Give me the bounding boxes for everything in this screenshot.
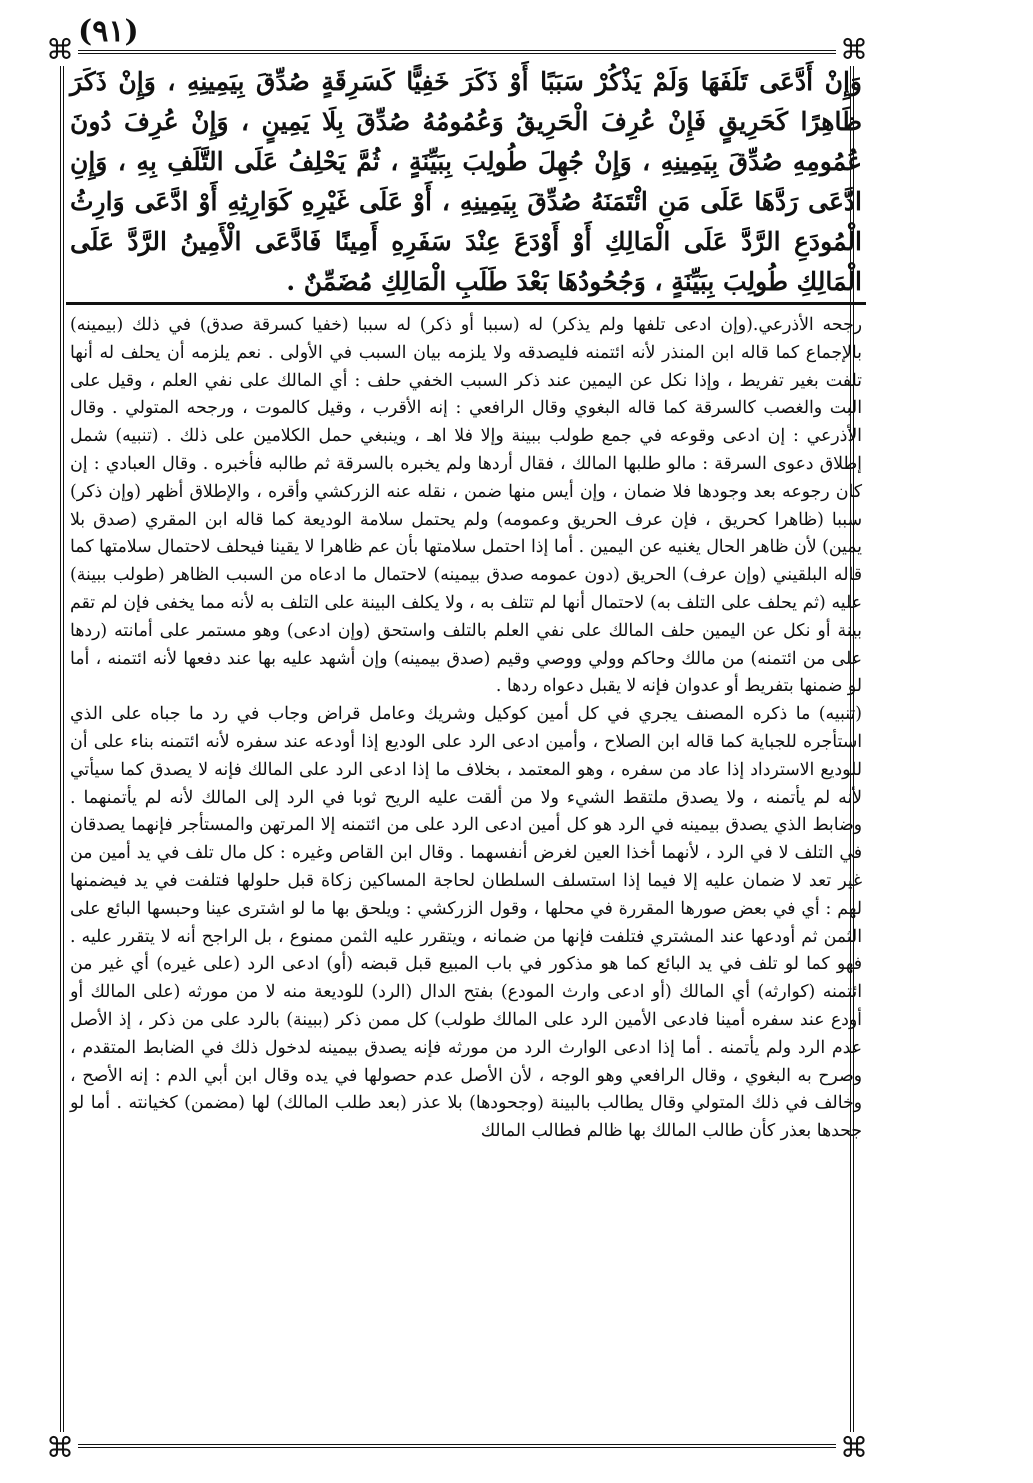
text-separator-rule — [66, 302, 866, 305]
frame-left-border — [60, 52, 64, 1446]
sharh-commentary — [70, 312, 862, 1146]
matn-paragraph: وَإِنْ أَدَّعَى تَلَفَهَا وَلَمْ يَذْكُرْ سَبَبًا أَوْ ذَكَرَ خَفِيًّا كَسَرِقَةٍ صُدِّقَ بِيَمِينِهِ ، وَإِنْ ذَكَرَ ظَاهِرًا كَحَرِيقٍ فَإِنْ عُرِفَ الْحَرِيقُ وَعُمُومُهُ صُدِّقَ بِلَا يَمِينٍ ، وَإِنْ عُرِفَ دُونَ عُمُومِهِ صُدِّقَ بِيَمِينِهِ ، وَإِنْ جُهِلَ طُولِبَ بِبَيِّنَةٍ ، ثُمَّ يَحْلِفُ عَلَى التَّلَفِ بِهِ ، وَإِنِ ادَّعَى رَدَّهَا عَلَى مَنِ ائْتَمَنَهُ صُدِّقَ بِيَمِينِهِ ، أَوْ عَلَى غَيْرِهِ كَوَارِثِهِ أَوْ ادَّعَى وَارِثُ الْمُودَعِ الرَّدَّ عَلَى الْمَالِكِ أَوْ أَوْدَعَ عِنْدَ سَفَرِهِ أَمِينًا فَادَّعَى الْأَمِينُ الرَّدَّ عَلَى الْمَالِكِ طُولِبَ بِبَيِّنَةٍ ، وَجُحُودُهَا بَعْدَ طَلَبِ الْمَالِكِ مُضَمِّنٌ . — [70, 67, 862, 296]
corner-ornament-icon: ⌘ — [46, 1431, 74, 1464]
frame-top-border — [78, 50, 836, 54]
commentary-paragraph: رجحه الأذرعي.(وإن ادعى تلفها ولم يذكر) له (سببا أو ذكر) له سببا (خفيا كسرقة صدق) في ذلك (بيمينه) بالإجماع كما قاله ابن المنذر لأنه ائتمنه فليصدقه ولا يلزمه بيان السبب في الأولى . نعم يلزمه أن يحلف له أنها تلفت بغير تفريط ، وإذا نكل عن اليمين عند ذكر السبب الخفي حلف : أي المالك على نفي العلم ، وقيل على البت والغصب كالسرقة كما قاله البغوي وقال الرافعي : إنه الأقرب ، وقيل كالموت ، ورجحه المتولي . وقال الأذرعي : إن ادعى وقوعه في جمع طولب ببينة وإلا فلا اهـ ، وينبغي حمل الكلامين على ذلك . (تنبيه) شمل إطلاق دعوى السرقة : مالو طلبها المالك ، فقال أردها ولم يخبره بالسرقة ثم طالبه فأخبره . وقال العبادي : إن كان رجوعه بعد وجودها فلا ضمان ، وإن أيس منها ضمن ، نقله عنه الزركشي وأقره ، والإطلاق أظهر (وإن ذكر) سببا (ظاهرا كحريق ، فإن عرف الحريق وعمومه) ولم يحتمل سلامة الوديعة كما قاله ابن المقري (صدق بلا يمين) لأن ظاهر الحال يغنيه عن اليمين . أما إذا احتمل سلامتها بأن عم ظاهرا لا يقينا فيحلف لاحتمال سلامتها كما قاله البلقيني (وإن عرف) الحريق (دون عمومه صدق بيمينه) لاحتمال ما ادعاه من السبب الظاهر (طولب ببينة) عليه (ثم يحلف على التلف به) لاحتمال أنها لم تتلف به ، ولا يكلف البينة على التلف به لأنه مما يخفى فإن لم تقم بينة أو نكل عن اليمين حلف المالك على نفي العلم بالتلف واستحق (وإن ادعى) وهو مستمر على أمانته (ردها على من ائتمنه) من مالك وحاكم وولي ووصي وقيم (صدق بيمينه) وإن أشهد عليه بها عند دفعها لأنه ائتمنه ، أما لو ضمنها بتفريط أو عدوان فإنه لا يقبل دعواه ردها . — [70, 315, 862, 697]
corner-ornament-icon: ⌘ — [840, 1431, 868, 1464]
page-number: (٩١) — [78, 14, 139, 49]
matn-main-text — [70, 62, 862, 302]
frame-bottom-border — [78, 1444, 836, 1448]
corner-ornament-icon: ⌘ — [840, 33, 868, 66]
corner-ornament-icon: ⌘ — [46, 33, 74, 66]
commentary-paragraph: (تنبيه) ما ذكره المصنف يجري في كل أمين كوكيل وشريك وعامل قراض وجاب في رد ما جباه على الذي استأجره للجباية كما قاله ابن الصلاح ، وأمين ادعى الرد على الوديع إذا أودعه عند سفره لأنه ائتمنه بناء على أن للوديع الاسترداد إذا عاد من سفره ، وهو المعتمد ، بخلاف ما إذا ادعى الرد على المالك فإنه لا يصدق كما سيأتي لأنه لم يأتمنه ، ولا يصدق ملتقط الشيء ولا من ألقت عليه الريح ثوبا في الرد إلى المالك لأنه لم يأتمنهما . وضابط الذي يصدق بيمينه في الرد هو كل أمين ادعى الرد على من ائتمنه إلا المرتهن والمستأجر فإنهما يصدقان في التلف لا في الرد ، لأنهما أخذا العين لغرض أنفسهما . وقال ابن القاص وغيره : كل مال تلف في يد أمين من غير تعد لا ضمان عليه إلا فيما إذا استسلف السلطان لحاجة المساكين زكاة قبل حلولها فتلفت في يد فيضمنها لهم : أي في بعض صورها المقررة في محلها ، وقول الزركشي : ويلحق بها ما لو اشترى عينا وحبسها البائع على الثمن ثم أودعها عند المشتري فتلفت فإنها من ضمانه ، ويتقرر عليه الثمن ممنوع ، بل الراجح أنه لا يتقرر عليه . فهو كما لو تلف في يد البائع كما هو مذكور في باب المبيع قبل قبضه (أو) ادعى الرد (على غيره) أي غير من ائتمنه (كوارثه) أي المالك (أو ادعى وارث المودع) بفتح الدال (الرد) للوديعة منه لا من مورثه (على المالك أو أودع عند سفره أمينا فادعى الأمين الرد على المالك طولب) كل ممن ذكر (ببينة) بالرد على من ذكر ، إذ الأصل عدم الرد ولم يأتمنه . أما إذا ادعى الوارث الرد من مورثه فإنه يصدق بيمينه لدخول ذلك في الضابط المتقدم ، وصرح به البغوي ، وقال الرافعي وهو الوجه ، لأن الأصل عدم حصولها في يده وقال ابن أبي الدم : إنه الأصح ، وخالف في ذلك المتولي وقال يطالب بالبينة (وجحودها) بلا عذر (بعد طلب المالك) لها (مضمن) كخيانته . أما لو جحدها بعذر كأن طالب المالك بها ظالم فطالب المالك — [70, 704, 862, 1142]
